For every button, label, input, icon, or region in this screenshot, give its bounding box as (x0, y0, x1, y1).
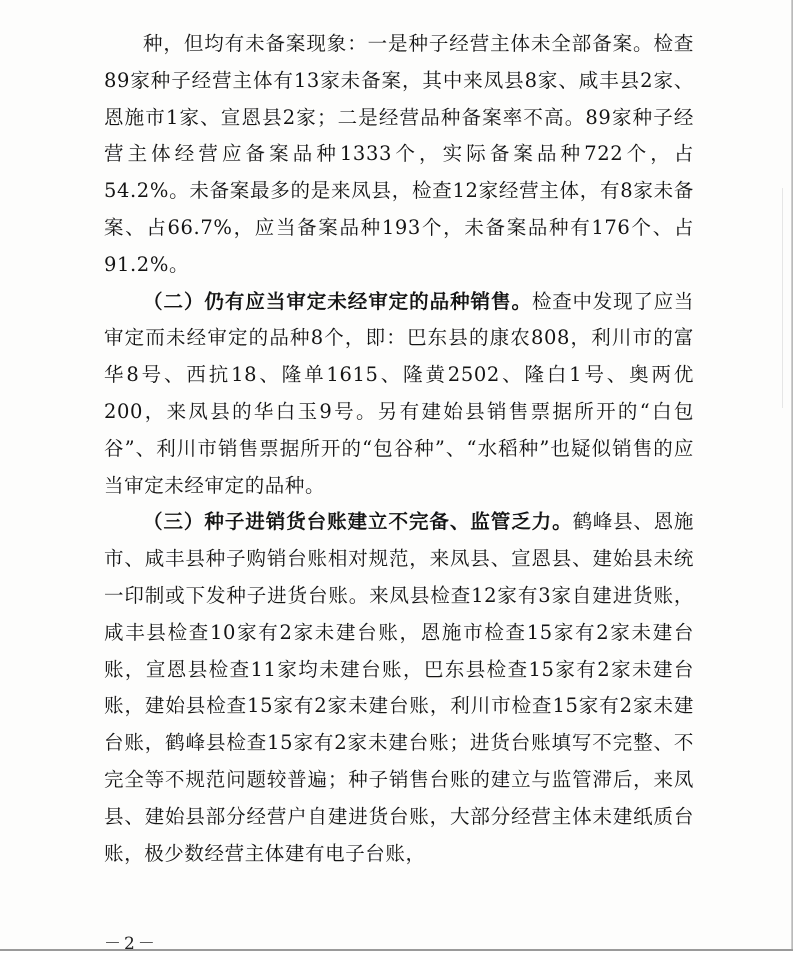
section-unapproved-varieties-text: 检查中发现了应当审定而未经审定的品种8个，即：巴东县的康农808，利川市的富华8号、西抗18、隆单1615、隆黄2502、隆白1号、奥两优200，来凤县的华白玉9号。另有建始县销售票据所开的“白包谷”、利川市销售票据所开的“包谷种”、“水稻种”也疑似销售的应当审定未经审定的品种。 (104, 289, 694, 497)
section-ledger-supervision-heading: （三）种子进销货台账建立不完备、监管乏力。 (143, 510, 573, 534)
section-unapproved-varieties-heading: （二）仍有应当审定未经审定的品种销售。 (143, 289, 532, 313)
section-ledger-supervision (104, 504, 694, 872)
section-unapproved-varieties (104, 284, 694, 505)
scan-edge-mark (782, 188, 783, 408)
section-ledger-supervision-text: 鹤峰县、恩施市、咸丰县种子购销台账相对规范，来凤县、宣恩县、建始县未统一印制或下发种子进货台账。来凤县检查12家有3家自建进货账，咸丰县检查10家有2家未建台账，恩施市检查15家有2家未建台账，宣恩县检查11家均未建台账，巴东县检查15家有2家未建台账，建始县检查15家有2家未建台账，利川市检查15家有2家未建台账，鹤峰县检查15家有2家未建台账；进货台账填写不完整、不完全等不规范问题较普遍；种子销售台账的建立与监管滞后，来凤县、建始县部分经营户自建进货台账，大部分经营主体未建纸质台账，极少数经营主体建有电子台账， (104, 510, 694, 865)
paragraph-filing-status-text: 种，但均有未备案现象：一是种子经营主体未全部备案。检查89家种子经营主体有13家未备案，其中来凤县8家、咸丰县2家、恩施市1家、宣恩县2家；二是经营品种备案率不高。89家种子经营主体经营应备案品种1333个，实际备案品种722个，占54.2%。未备案最多的是来凤县，检查12家经营主体，有8家未备案、占66.7%，应当备案品种193个，未备案品种有176个、占91.2%。 (104, 32, 694, 276)
page-number: －2－ (104, 934, 158, 954)
document-body (104, 26, 694, 872)
paragraph-filing-status (104, 26, 694, 284)
